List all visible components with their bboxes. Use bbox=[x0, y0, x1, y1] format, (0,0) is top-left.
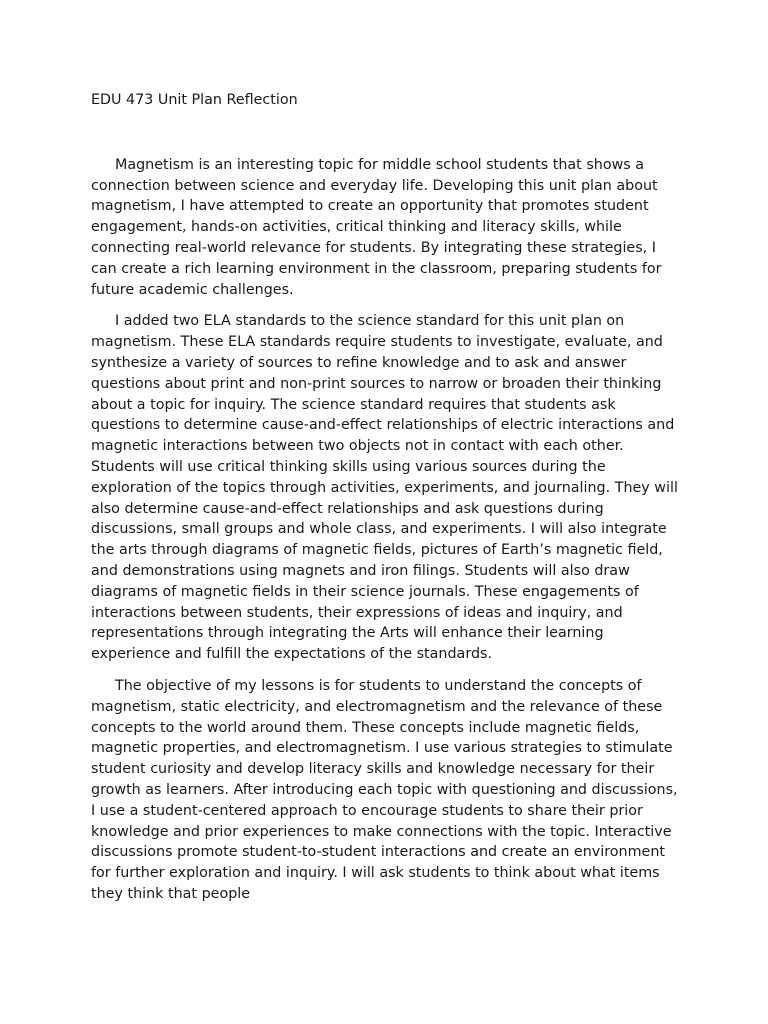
paragraph-intro: Magnetism is an interesting topic for middle school students that shows a connection between science and everyday life. Developing this unit plan about magnetism, I have attempted to create an opportunity that promotes student engagement, hands-on activities, critical thinking and literacy skills, while connecting real-world relevance for students. By integrating these strategies, I can create a rich learning environment in the classroom, preparing students for future academic challenges. bbox=[91, 156, 662, 298]
paragraph-objective: The objective of my lessons is for students to understand the concepts of magnetism, static electricity, and electromagnetism and the relevance of these concepts to the world around them. These concepts include magnetic fields, magnetic properties, and electromagnetism. I use various strategies to stimulate student curiosity and develop literacy skills and knowledge necessary for their growth as learners. After introducing each topic with questioning and discussions, I use a student-centered approach to encourage students to share their prior knowledge and prior experiences to make connections with the topic. Interactive discussions promote student-to-student interactions and create an environment for further exploration and inquiry. I will ask students to think about what items they think that people bbox=[91, 677, 678, 902]
document-title: EDU 473 Unit Plan Reflection bbox=[91, 92, 298, 108]
document-body bbox=[91, 90, 681, 916]
paragraph-standards: I added two ELA standards to the science standard for this unit plan on magnetism. These ELA standards require students to investigate, evaluate, and synthesize a variety of sources to refine knowledge and to ask and answer questions about print and non-print sources to narrow or broaden their thinking about a topic for inquiry. The science standard requires that students ask questions to determine cause-and-effect relationships of electric interactions and magnetic interactions between two objects not in contact with each other. Students will use critical thinking skills using various sources during the exploration of the topics through activities, experiments, and journaling. They will also determine cause-and-effect relationships and ask questions during discussions, small groups and whole class, and experiments. I will also integrate the arts through diagrams of magnetic fields, pictures of Earth’s magnetic field, and demonstrations using magnets and iron filings. Students will also draw diagrams of magnetic fields in their science journals. These engagements of interactions between students, their expressions of ideas and inquiry, and representations through integrating the Arts will enhance their learning experience and fulfill the expectations of the standards. bbox=[91, 313, 678, 663]
